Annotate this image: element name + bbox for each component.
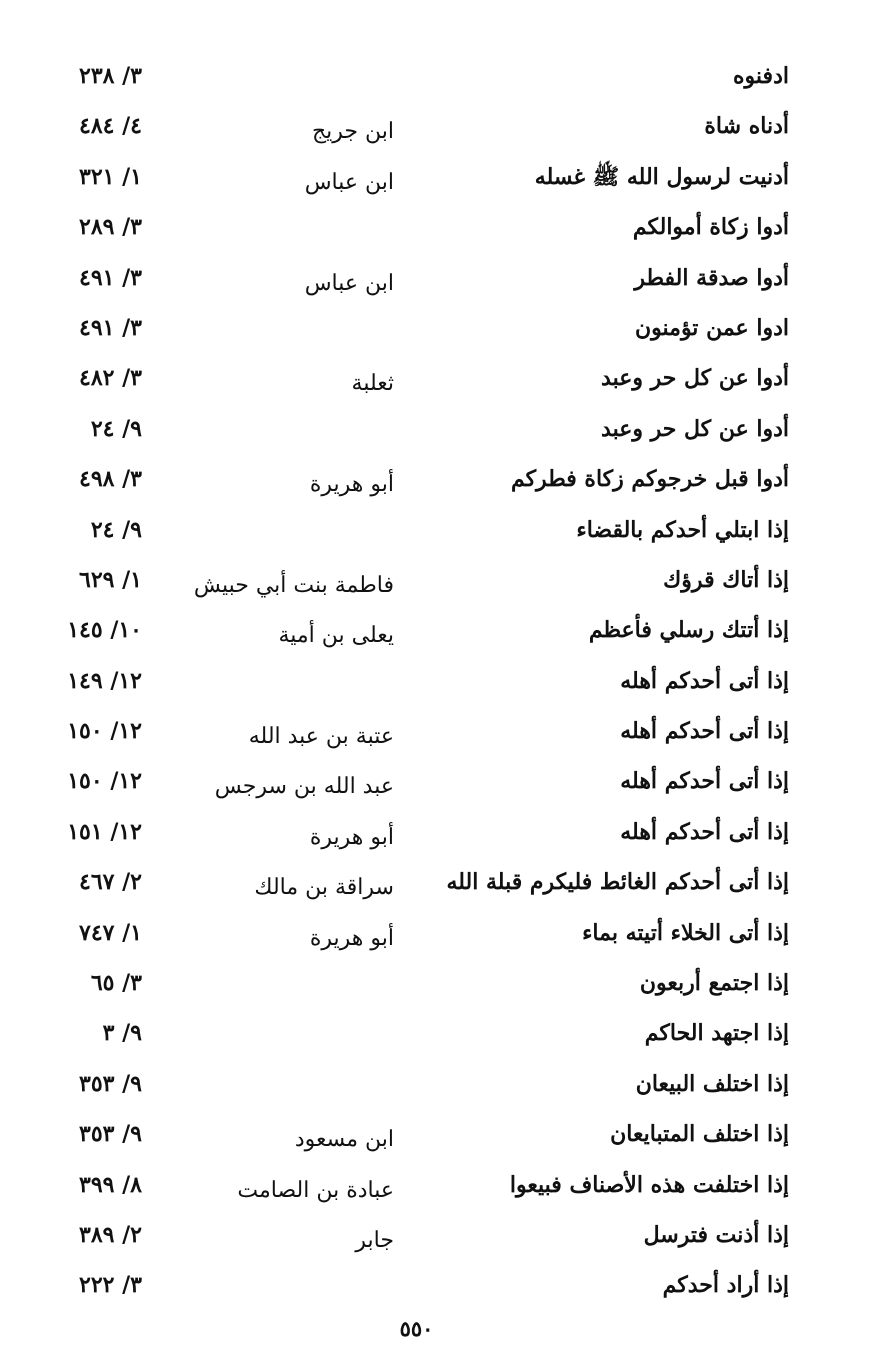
volume-page-reference: ٣/ ٤٨٢	[79, 365, 142, 392]
index-row	[0, 1008, 873, 1058]
volume-page-reference: ١٠/ ١٤٥	[67, 617, 142, 644]
volume-page-reference: ١٢/ ١٥٠	[67, 768, 142, 795]
narrator: ثعلبة	[351, 371, 394, 397]
volume-page-reference: ٣/ ٤٩١	[79, 314, 142, 341]
index-row	[0, 505, 873, 555]
hadith-text: إذا أتى الخلاء أتيته بماء	[582, 919, 789, 946]
hadith-text: إذا أتتك رسلي فأعظم	[588, 617, 789, 644]
volume-page-reference: ١٢/ ١٥١	[67, 818, 142, 845]
volume-page-reference: ٨/ ٣٩٩	[79, 1171, 142, 1198]
hadith-text: أدوا عن كل حر وعبد	[601, 415, 789, 442]
narrator: أبو هريرة	[309, 824, 394, 850]
hadith-text: أدناه شاة	[704, 113, 789, 140]
hadith-text: إذا أتى أحدكم أهله	[620, 667, 789, 694]
hadith-text: إذا ابتلي أحدكم بالقضاء	[576, 516, 789, 543]
volume-page-reference: ٩/ ٣٥٣	[79, 1121, 142, 1148]
volume-page-reference: ٢/ ٤٦٧	[79, 869, 142, 896]
hadith-text: أدنيت لرسول الله ﷺ غسله	[534, 163, 789, 190]
index-row	[0, 1059, 873, 1109]
index-row	[0, 1109, 873, 1159]
hadith-text: إذا أتى أحدكم أهله	[620, 818, 789, 845]
volume-page-reference: ٢/ ٣٨٩	[79, 1221, 142, 1248]
volume-page-reference: ٩/ ٣٥٣	[79, 1070, 142, 1097]
hadith-text: إذا اجتمع أربعون	[639, 970, 789, 997]
hadith-text: أدوا قبل خرجوكم زكاة فطركم	[510, 466, 789, 493]
narrator: ابن عباس	[304, 169, 394, 195]
hadith-text: إذا أتى أحدكم الغائط فليكرم قبلة الله	[446, 869, 789, 896]
narrator: فاطمة بنت أبي حبيش	[193, 572, 394, 598]
index-row	[0, 756, 873, 806]
hadith-text: إذا أتاك قرؤك	[663, 566, 789, 593]
index-row	[0, 1210, 873, 1260]
volume-page-reference: ١٢/ ١٥٠	[67, 718, 142, 745]
narrator: سراقة بن مالك	[254, 875, 394, 901]
narrator: ابن عباس	[304, 270, 394, 296]
volume-page-reference: ٩/ ٣	[102, 1020, 142, 1047]
narrator: عبد الله بن سرجس	[214, 774, 394, 800]
narrator: عبادة بن الصامت	[237, 1177, 394, 1203]
index-row	[0, 656, 873, 706]
volume-page-reference: ٩/ ٢٤	[90, 516, 142, 543]
narrator: عتبة بن عبد الله	[248, 724, 394, 750]
volume-page-reference: ٣/ ٤٩٨	[79, 466, 142, 493]
hadith-text: إذا اختلفت هذه الأصناف فبيعوا	[509, 1171, 789, 1198]
narrator: ابن جريج	[311, 119, 394, 145]
index-row	[0, 908, 873, 958]
index-row	[0, 303, 873, 353]
hadith-text: إذا أتى أحدكم أهله	[620, 768, 789, 795]
hadith-text: إذا اجتهد الحاكم	[644, 1020, 789, 1047]
volume-page-reference: ٣/ ٦٥	[90, 970, 142, 997]
volume-page-reference: ١/ ٣٢١	[79, 163, 142, 190]
volume-page-reference: ١/ ٦٢٩	[79, 566, 142, 593]
volume-page-reference: ٩/ ٢٤	[90, 415, 142, 442]
index-row	[0, 605, 873, 655]
index-row	[0, 353, 873, 403]
narrator: جابر	[355, 1227, 394, 1253]
index-row	[0, 958, 873, 1008]
index-row	[0, 807, 873, 857]
hadith-text: أدوا صدقة الفطر	[634, 264, 789, 291]
page-number: ٥٥٠	[399, 1316, 434, 1341]
index-row	[0, 706, 873, 756]
index-row	[0, 555, 873, 605]
hadith-text: ادوا عمن تؤمنون	[635, 314, 789, 341]
hadith-index-list	[0, 51, 873, 1311]
volume-page-reference: ١٢/ ١٤٩	[67, 667, 142, 694]
hadith-text: إذا اختلف المتبايعان	[610, 1121, 789, 1148]
hadith-text: إذا أذنت فترسل	[643, 1221, 789, 1248]
volume-page-reference: ٣/ ٢٣٨	[79, 63, 142, 89]
index-row	[0, 253, 873, 303]
narrator: يعلى بن أمية	[278, 623, 394, 649]
narrator: أبو هريرة	[309, 925, 394, 951]
volume-page-reference: ٤/ ٤٨٤	[79, 113, 142, 140]
index-row	[0, 857, 873, 907]
index-row	[0, 101, 873, 151]
hadith-text: أدوا عن كل حر وعبد	[601, 365, 789, 392]
index-row	[0, 51, 873, 101]
index-row	[0, 1160, 873, 1210]
narrator: ابن مسعود	[294, 1127, 394, 1153]
index-row	[0, 1260, 873, 1310]
hadith-text: إذا أتى أحدكم أهله	[620, 718, 789, 745]
hadith-text: ادفنوه	[733, 63, 789, 89]
volume-page-reference: ١/ ٧٤٧	[79, 919, 142, 946]
volume-page-reference: ٣/ ٢٨٩	[79, 214, 142, 241]
volume-page-reference: ٣/ ٤٩١	[79, 264, 142, 291]
index-row	[0, 202, 873, 252]
hadith-text: أدوا زكاة أموالكم	[632, 214, 789, 241]
index-row	[0, 454, 873, 504]
index-row	[0, 152, 873, 202]
hadith-text: إذا أراد أحدكم	[662, 1272, 789, 1299]
volume-page-reference: ٣/ ٢٢٢	[79, 1272, 142, 1299]
narrator: أبو هريرة	[309, 472, 394, 498]
index-row	[0, 404, 873, 454]
hadith-text: إذا اختلف البيعان	[635, 1070, 789, 1097]
